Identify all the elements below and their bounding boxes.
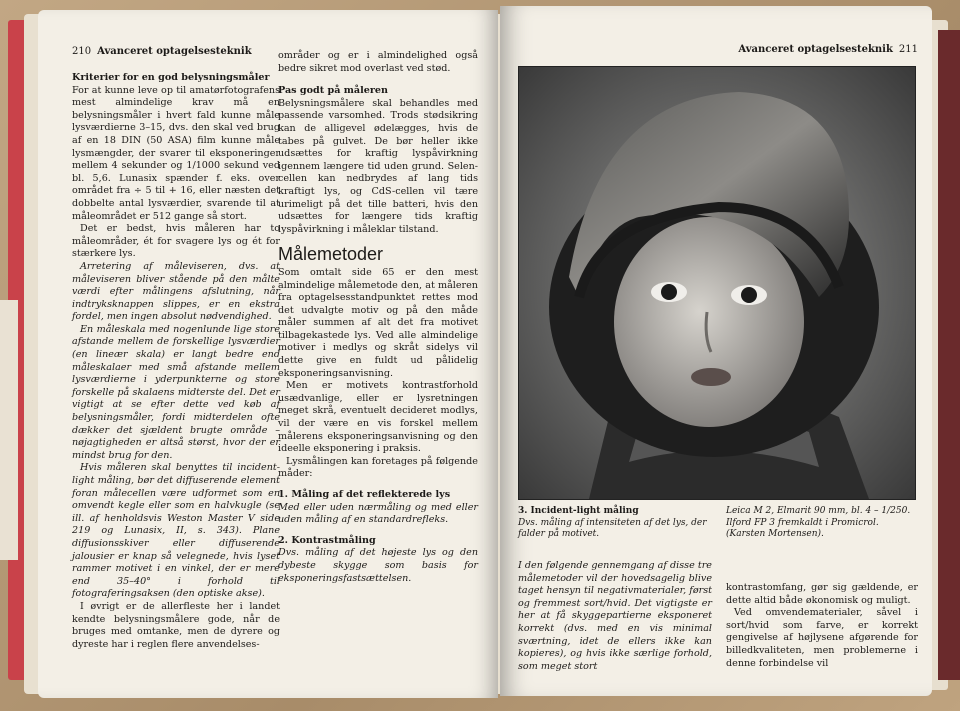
right-column-1: I den følgende gennemgang af disse tre målemetoder vil der hovedsagelig blive taget hensyn til negativmaterialer, først og fremmest sort/hvid. Det vigtigste er her at få skyggepartierne eksponeret korrekt (dvs. med en vis minimal sværtning, idet de ellers ikke kan kopieres), og hvis ikke særlige forhold, som meget stort: [518, 560, 712, 672]
right-running-head-text: Avanceret optagelsesteknik: [738, 44, 893, 55]
left-running-head: [72, 46, 252, 57]
paragraph: For at kunne leve op til amatørfotografens mest almindelige krav må en belysningsmåler i hvert fald kunne måle lysværdierne 3–15, dvs. den skal ved brug af en 18 DIN (50 ASA) film kunne måle lysmængder, der svarer til eksponeringer mellem 4 sekunder og 1/1000 sekund ved bl. 5,6. Lunasix spænder f. eks. over området fra ÷ 5 til + 16, eller næsten det dobbelte antal lysværdier, svarende til at måleområdet er 512 gange så stort.: [72, 84, 280, 222]
paragraph: I øvrigt er de allerfleste her i landet kendte belysningsmålere gode, når de bruges med omtanke, men de dyrere og dyreste har i reglen flere anvendelses-: [72, 600, 280, 650]
left-column-1: [72, 68, 280, 651]
paragraph: Det er bedst, hvis måleren har to måleområder, ét for svagere lys og ét for stærkere lys.: [72, 223, 280, 260]
paragraph: Med eller uden nærmåling og med eller uden måling af en standardrefleks.: [278, 501, 478, 526]
paragraph: Men er motivets kontrastforhold usædvanlige, eller er lysretningen meget skrå, eventuelt decideret modlys, vil der være en vis forskel mellem målerens eksponeringsanvisning og den ideelle eksponering i praksis.: [278, 380, 478, 455]
section-heading: Pas godt på måleren: [278, 85, 389, 97]
section-heading: 1. Måling af det reflekterede lys: [278, 489, 451, 500]
left-page-number: 210: [72, 46, 92, 57]
left-running-head-text: Avanceret optagelsesteknik: [97, 46, 252, 57]
paragraph: Arretering af måleviseren, dvs. at måleviseren bliver stående på den målte værdi efter målingens afslutning, når indtryksknappen slippes, er en ekstra fordel, men ingen absolut nødvendighed.: [72, 260, 280, 323]
paragraph: Hvis måleren skal benyttes til incident-light måling, bør det diffuserende element foran målecellen være udformet som en omvendt kegle eller som en halvkugle (se ill. af henholdsvis Weston Master V side 219 og Lunasix, II, s. 343). Plane diffusionsskiver eller diffuserende jalousier er knap så velegnede, hvis lyset rammer motivet i en vinkel, der er mere end 35–40° i forhold til fotograferingsaksen (den optiske akse).: [72, 462, 280, 600]
chapter-heading: Målemetoder: [278, 244, 384, 265]
paper-edge: [0, 300, 18, 560]
child-portrait-photo: [518, 66, 916, 500]
right-running-head: [738, 44, 918, 55]
photo-credit: Leica M 2, Elmarit 90 mm, bl. 4 – 1/250. Ilford FP 3 fremkaldt i Promicrol. (Karsten Mortensen).: [726, 506, 911, 539]
right-page: [500, 6, 932, 696]
photo-caption: [518, 506, 708, 541]
left-page: [38, 10, 498, 698]
caption-title: 3. Incident-light måling: [518, 506, 639, 516]
paragraph: Dvs. måling af det højeste lys og den dybeste skygge som basis for eksponeringsfastsættelsen.: [278, 547, 478, 584]
caption-text: Dvs. måling af intensiteten af det lys, der falder på motivet.: [518, 517, 707, 539]
section-heading: 2. Kontrastmåling: [278, 534, 376, 546]
paragraph: Som omtalt side 65 er den mest almindelige målemetode den, at måleren fra optagelsesstandpunktet rettes mod det udvalgte motiv og på den måde måler summen af alt det fra motivet tilbagekastede lys. Ved alle almindelige motiver i medlys og skråt sidelys vil dette give en fuldt ud pålidelig eksponeringsanvisning.: [278, 266, 478, 379]
book-cover-right: [938, 30, 960, 680]
paragraph: kontrastomfang, gør sig gældende, er dette altid både økonomisk og muligt.: [726, 582, 918, 606]
paragraph: Belysningsmålere skal behandles med passende varsomhed. Trods stødsikring kan de alligevel ødelægges, hvis de tabes på gulvet. De bør heller ikke udsættes for kraftig lyspåvirkning igennem længere tid uden grund. Selen-cellen kan nedbrydes af lang tids kraftigt lys, og CdS-cellen vil tære urimeligt på det tille batteri, hvis den udsættes for længere tids kraftig lyspåvirkning i måleklar tilstand.: [278, 97, 478, 235]
section-heading: Kriterier for en god belysningsmåler: [72, 72, 270, 83]
paragraph: En måleskala med nogenlunde lige store afstande mellem de forskellige lysværdier (en lineær skala) er langt bedre end måleskalaer med små afstande mellem lysværdierne i yderpunkterne og store forskelle på skalaens midterste del. Det er vigtigt at se efter dette ved køb af belysningsmåler, fordi midterdelen ofte dækker det sjældent brugte område – nøjagtigheden er altså størst, hvor der er mindst brug for den.: [72, 323, 280, 461]
photo-illustration: [519, 67, 915, 499]
right-column-2: [726, 582, 918, 670]
left-column-2: [278, 50, 478, 585]
paragraph: Lysmålingen kan foretages på følgende måder:: [278, 455, 478, 480]
right-page-number: 211: [898, 44, 918, 55]
paragraph: Ved omvendematerialer, såvel i sort/hvid som farve, er korrekt gengivelse af højlysene afgørende for billedkvaliteten, men problemerne i denne forbindelse vil: [726, 607, 918, 669]
paragraph: områder og er i almindelighed også bedre sikret mod overlast ved stød.: [278, 50, 478, 74]
